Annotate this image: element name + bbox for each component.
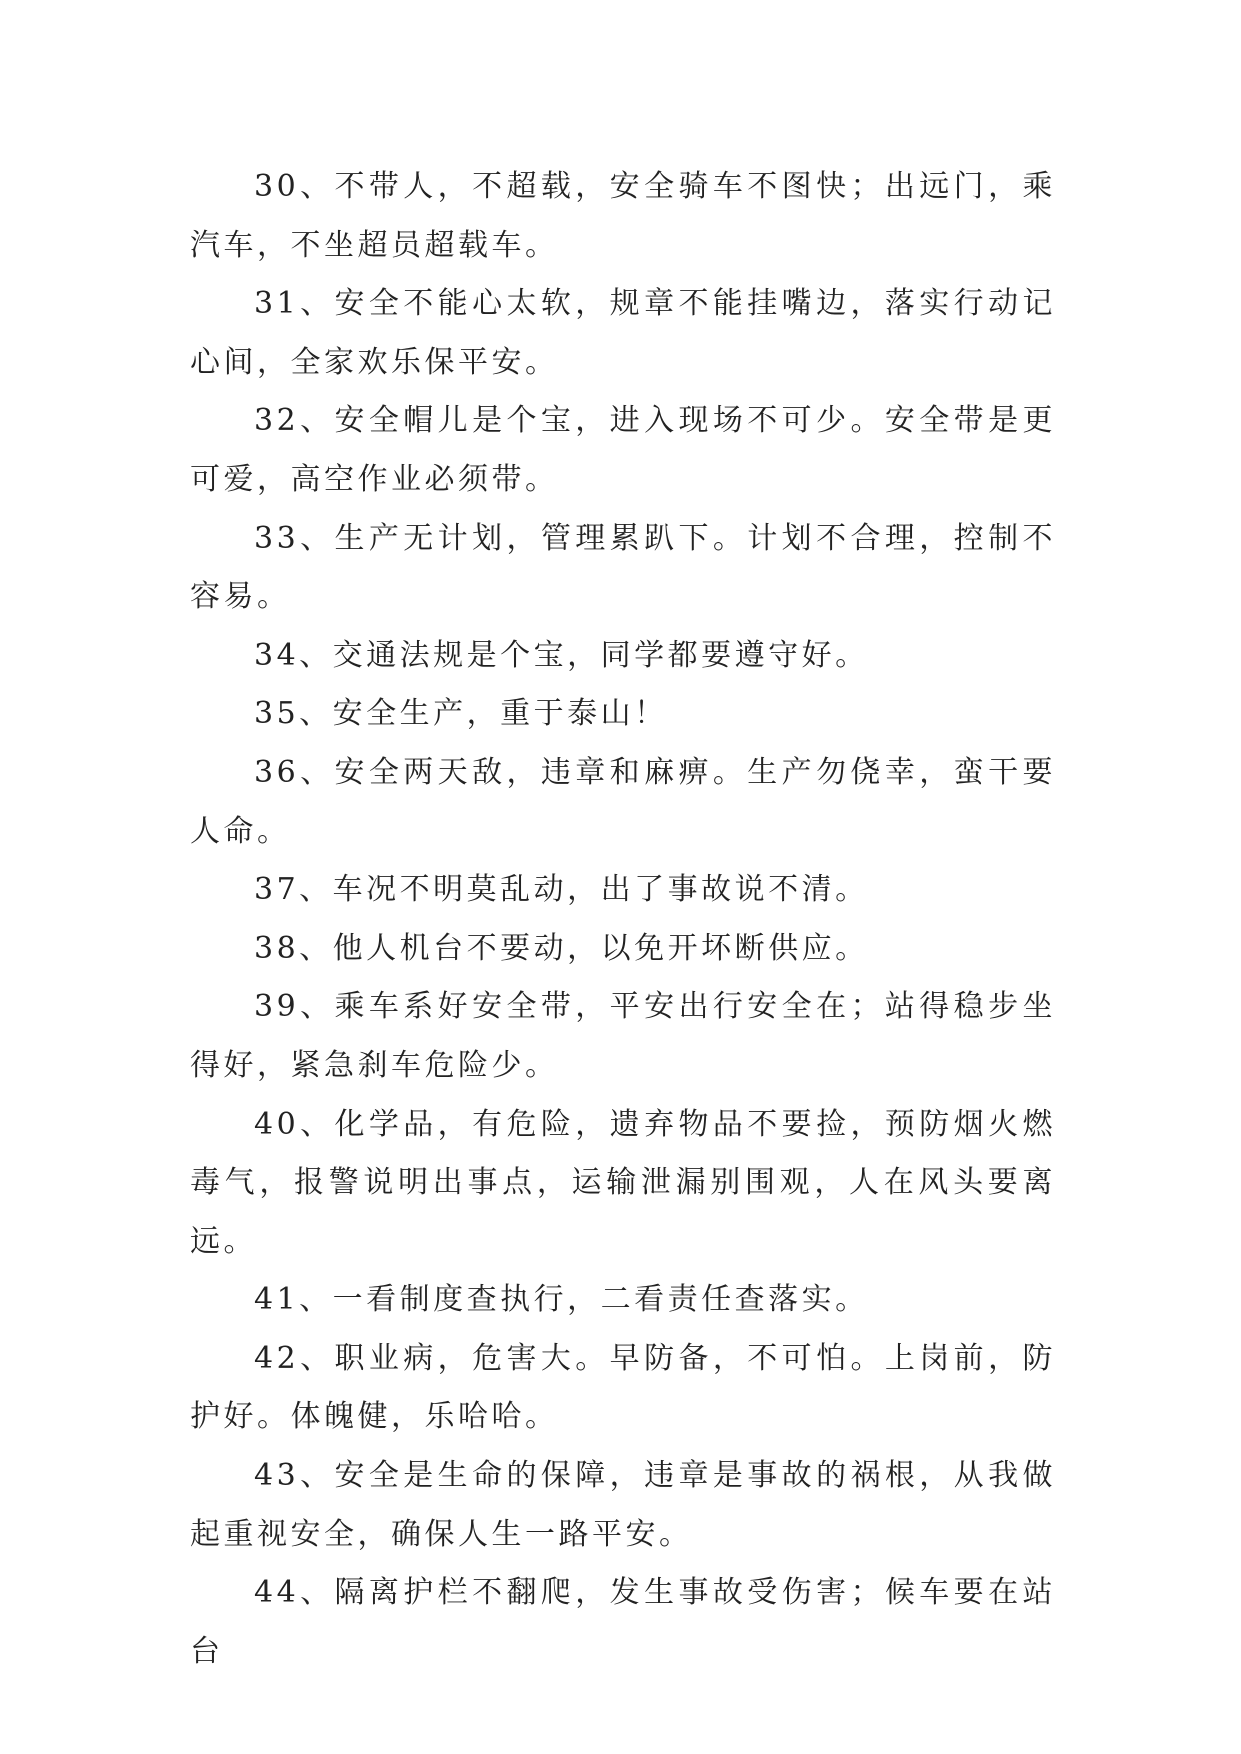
paragraph-33: 33、生产无计划，管理累趴下。计划不合理，控制不容易。 — [190, 520, 1056, 615]
paragraph-34: 34、交通法规是个宝，同学都要遵守好。 — [254, 637, 869, 673]
paragraph-39: 39、乘车系好安全带，平安出行安全在；站得稳步坐得好，紧急刹车危险少。 — [190, 989, 1056, 1083]
paragraph-36: 36、安全两天敌，违章和麻痹。生产勿侥幸，蛮干要人命。 — [190, 754, 1056, 849]
paragraph-30: 30、不带人，不超载，安全骑车不图快；出远门，乘汽车，不坐超员超载车。 — [190, 169, 1056, 263]
paragraph-35: 35、安全生产，重于泰山！ — [254, 696, 668, 732]
paragraph-32: 32、安全帽儿是个宝，进入现场不可少。安全带是更可爱，高空作业必须带。 — [190, 403, 1056, 497]
paragraph-31: 31、安全不能心太软，规章不能挂嘴边，落实行动记心间，全家欢乐保平安。 — [190, 286, 1056, 380]
paragraph-42: 42、职业病，危害大。早防备，不可怕。上岗前，防护好。体魄健，乐哈哈。 — [190, 1340, 1056, 1435]
paragraph-43: 43、安全是生命的保障，违章是事故的祸根，从我做起重视安全，确保人生一路平安。 — [190, 1458, 1056, 1552]
paragraph-44: 44、隔离护栏不翻爬，发生事故受伤害；候车要在站台 — [190, 1575, 1056, 1669]
paragraph-41: 41、一看制度查执行，二看责任查落实。 — [254, 1282, 869, 1318]
paragraph-40: 40、化学品，有危险，遗弃物品不要捡，预防烟火燃毒气，报警说明出事点，运输泄漏别围观，人在风头要离远。 — [190, 1106, 1056, 1259]
document-body — [190, 158, 1056, 1681]
paragraph-38: 38、他人机台不要动，以免开坏断供应。 — [254, 930, 869, 966]
paragraph-37: 37、车况不明莫乱动，出了事故说不清。 — [254, 872, 869, 908]
